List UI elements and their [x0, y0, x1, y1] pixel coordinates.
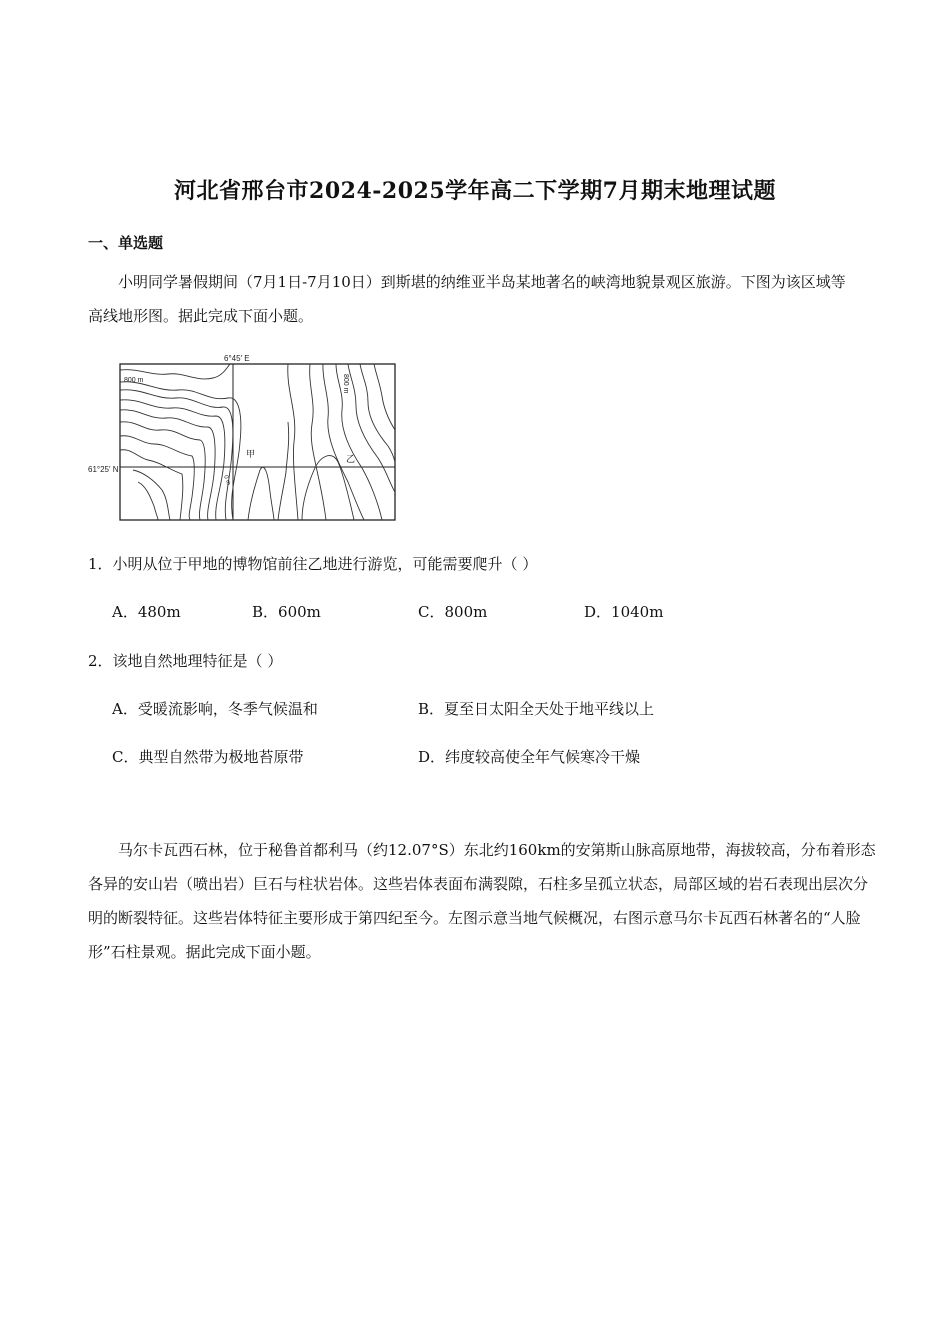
intro-paragraph-1: 小明同学暑假期间（7月1日-7月10日）到斯堪的纳维亚半岛某地著名的峡湾地貌景观区旅游。下图为该区域等高线地形图。据此完成下面小题。 [88, 273, 846, 325]
intro-paragraph-2: 马尔卡瓦西石林，位于秘鲁首都利马（约12.07°S）东北约160km的安第斯山脉高原地带，海拔较高，分布着形态各异的安山岩（喷出岩）巨石与柱状岩体。这些岩体表面布满裂隙，石柱多呈孤立状态，局部区域的岩石表现出层次分明的断裂特征。这些岩体特征主要形成于第四纪至今。左图示意当地气候概况，右图示意马尔卡瓦西石林著名的“人脸形”石柱景观。据此完成下面小题。 [88, 841, 876, 961]
contour-label-0m: 0 m [222, 474, 232, 487]
contour-map [88, 352, 400, 527]
question-2-stem: 2．该地自然地理特征是（ ） [88, 652, 283, 670]
question-1-option-d[interactable]: D．1040m [584, 603, 664, 621]
question-2-option-c[interactable]: C．典型自然带为极地苔原带 [112, 748, 304, 766]
contour-label-800m-right: 800 m [342, 374, 349, 394]
longitude-label: 6°45′ E [224, 354, 250, 363]
latitude-label: 61°25′ N [88, 465, 119, 474]
point-jia-label: 甲 [246, 449, 256, 459]
question-1-option-b[interactable]: B．600m [252, 603, 321, 621]
question-1-option-c[interactable]: C．800m [418, 603, 488, 621]
point-yi-label: 乙 [346, 454, 356, 464]
contour-label-800m-left: 800 m [124, 377, 144, 384]
question-1-stem: 1．小明从位于甲地的博物馆前往乙地进行游览，可能需要爬升（ ） [88, 555, 538, 573]
question-2-option-d[interactable]: D．纬度较高使全年气候寒冷干燥 [418, 748, 641, 766]
question-1-option-a[interactable]: A．480m [112, 603, 181, 621]
question-2-option-a[interactable]: A．受暖流影响，冬季气候温和 [112, 700, 318, 718]
question-2-option-b[interactable]: B．夏至日太阳全天处于地平线以上 [418, 700, 655, 718]
section-heading: 一、单选题 [88, 234, 164, 252]
page-title: 河北省邢台市2024-2025学年高二下学期7月期末地理试题 [174, 178, 776, 204]
